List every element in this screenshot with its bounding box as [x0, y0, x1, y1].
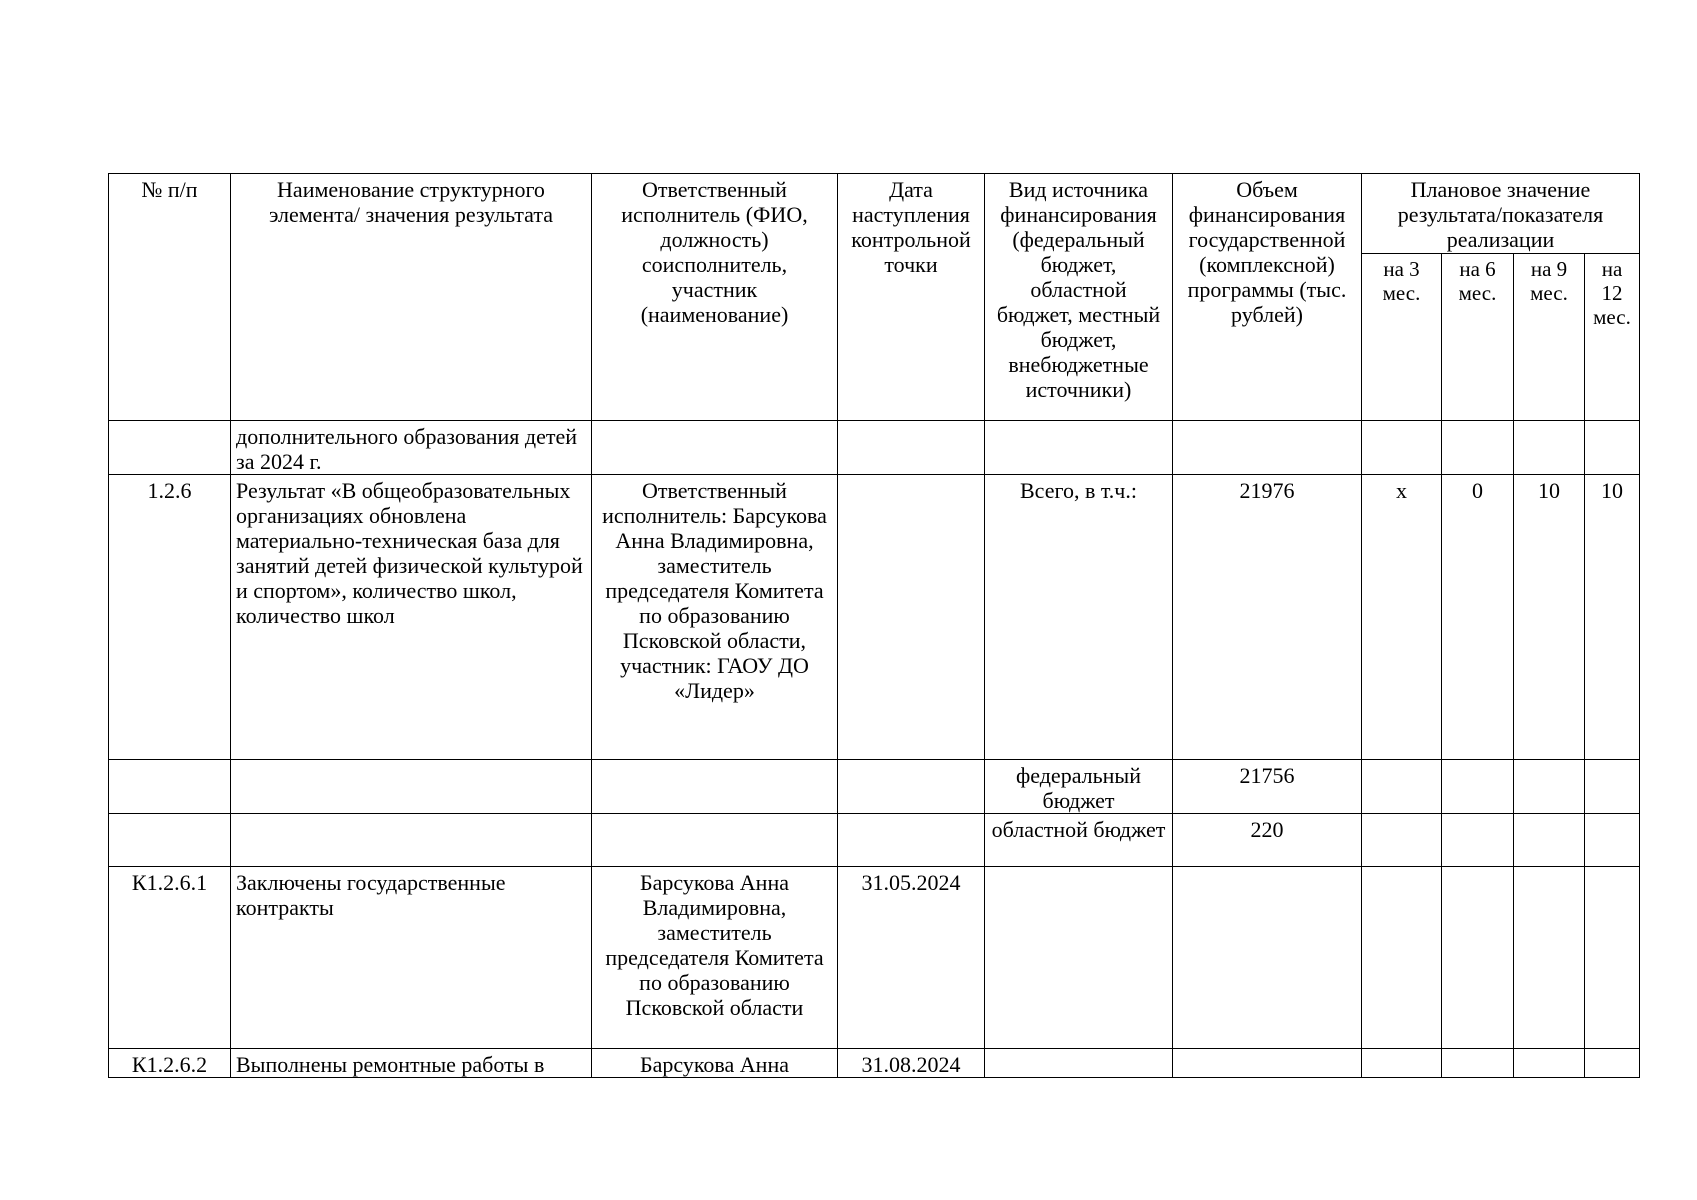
cell-name — [231, 760, 592, 814]
cell-m12 — [1585, 867, 1640, 1049]
cell-m6 — [1442, 1049, 1514, 1078]
header-num: № п/п — [109, 174, 231, 421]
table-row — [109, 475, 1640, 760]
cell-responsible — [592, 814, 838, 867]
cell-name: Результат «В общеобразовательных организациях обновлена материально-техническая база для занятий детей физической культурой и спортом», количество школ, количество школ — [231, 475, 592, 760]
cell-source — [985, 421, 1173, 475]
cell-num — [109, 760, 231, 814]
cell-m6: 0 — [1442, 475, 1514, 760]
cell-m12 — [1585, 1049, 1640, 1078]
table-row — [109, 814, 1640, 867]
header-m12: на 12 мес. — [1585, 254, 1640, 421]
cell-name: Выполнены ремонтные работы в — [231, 1049, 592, 1078]
cell-m12 — [1585, 760, 1640, 814]
cell-volume: 21976 — [1173, 475, 1362, 760]
cell-volume: 21756 — [1173, 760, 1362, 814]
cell-m6 — [1442, 814, 1514, 867]
cell-date — [838, 475, 985, 760]
cell-m9: 10 — [1514, 475, 1585, 760]
cell-responsible: Ответственный исполнитель: Барсукова Анна Владимировна, заместитель председателя Комитета по образованию Псковской области, участник: ГАОУ ДО «Лидер» — [592, 475, 838, 760]
cell-date — [838, 760, 985, 814]
cell-num: 1.2.6 — [109, 475, 231, 760]
header-m3: на 3 мес. — [1362, 254, 1442, 421]
cell-volume: 220 — [1173, 814, 1362, 867]
cell-name — [231, 814, 592, 867]
table-row — [109, 760, 1640, 814]
cell-m12: 10 — [1585, 475, 1640, 760]
cell-responsible — [592, 421, 838, 475]
header-m9: на 9 мес. — [1514, 254, 1585, 421]
header-plan: Плановое значение результата/показателя реализации — [1362, 174, 1640, 254]
cell-responsible: Барсукова Анна — [592, 1049, 838, 1078]
table-header-row — [109, 174, 1640, 254]
cell-volume — [1173, 421, 1362, 475]
cell-source — [985, 867, 1173, 1049]
table-row — [109, 421, 1640, 475]
cell-m9 — [1514, 814, 1585, 867]
cell-num — [109, 814, 231, 867]
cell-m3 — [1362, 760, 1442, 814]
cell-m3 — [1362, 1049, 1442, 1078]
header-source: Вид источника финансирования (федеральный бюджет, областной бюджет, местный бюджет, внебюджетные источники) — [985, 174, 1173, 421]
cell-m3 — [1362, 814, 1442, 867]
cell-m9 — [1514, 421, 1585, 475]
cell-m9 — [1514, 867, 1585, 1049]
cell-m9 — [1514, 1049, 1585, 1078]
cell-name: дополнительного образования детей за 2024 г. — [231, 421, 592, 475]
cell-date: 31.08.2024 — [838, 1049, 985, 1078]
cell-date — [838, 814, 985, 867]
cell-source: областной бюджет — [985, 814, 1173, 867]
cell-source — [985, 1049, 1173, 1078]
cell-m12 — [1585, 421, 1640, 475]
cell-num — [109, 421, 231, 475]
cell-m6 — [1442, 421, 1514, 475]
cell-source: федеральный бюджет — [985, 760, 1173, 814]
cell-volume — [1173, 867, 1362, 1049]
cell-m3 — [1362, 421, 1442, 475]
header-name: Наименование структурного элемента/ значения результата — [231, 174, 592, 421]
cell-m6 — [1442, 867, 1514, 1049]
header-date: Дата наступления контрольной точки — [838, 174, 985, 421]
header-m6: на 6 мес. — [1442, 254, 1514, 421]
cell-responsible: Барсукова Анна Владимировна, заместитель председателя Комитета по образованию Псковской области — [592, 867, 838, 1049]
table-row — [109, 867, 1640, 1049]
cell-date — [838, 421, 985, 475]
header-volume: Объем финансирования государственной (комплексной) программы (тыс. рублей) — [1173, 174, 1362, 421]
header-responsible: Ответственный исполнитель (ФИО, должность) соисполнитель, участник (наименование) — [592, 174, 838, 421]
plan-table — [108, 173, 1640, 1078]
cell-responsible — [592, 760, 838, 814]
cell-date: 31.05.2024 — [838, 867, 985, 1049]
cell-source: Всего, в т.ч.: — [985, 475, 1173, 760]
table-row — [109, 1049, 1640, 1078]
cell-m9 — [1514, 760, 1585, 814]
cell-m3: х — [1362, 475, 1442, 760]
cell-num: К1.2.6.1 — [109, 867, 231, 1049]
cell-m3 — [1362, 867, 1442, 1049]
cell-m12 — [1585, 814, 1640, 867]
cell-name: Заключены государственные контракты — [231, 867, 592, 1049]
cell-m6 — [1442, 760, 1514, 814]
cell-num: К1.2.6.2 — [109, 1049, 231, 1078]
cell-volume — [1173, 1049, 1362, 1078]
